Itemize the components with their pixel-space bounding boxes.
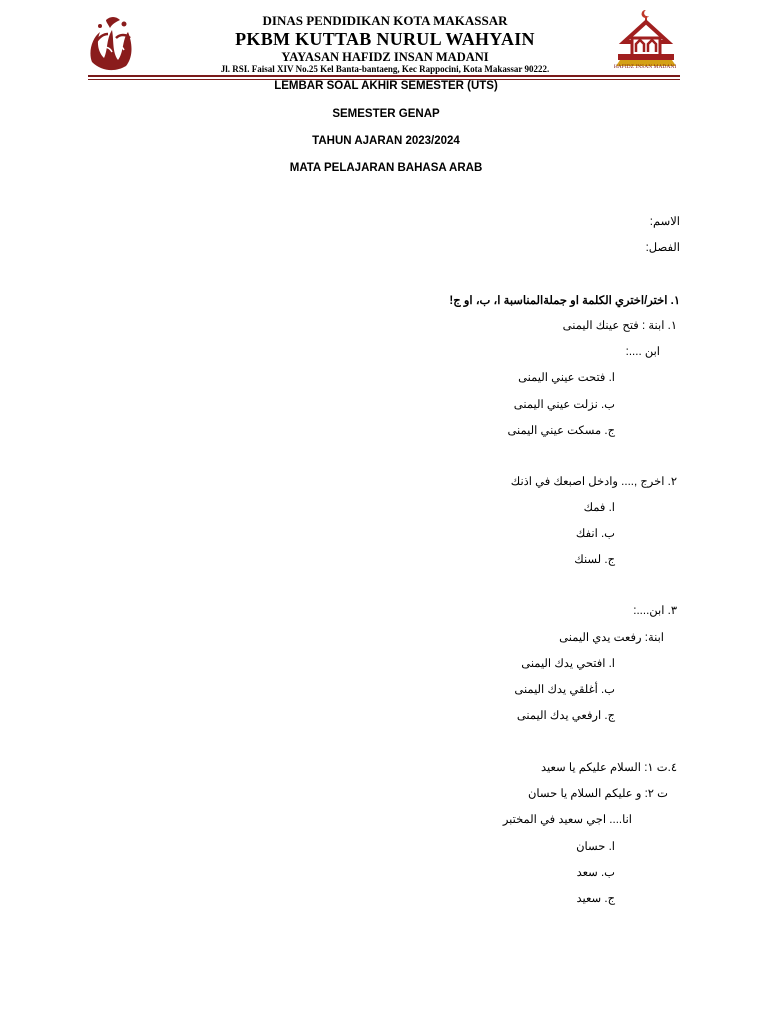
q1-line2: ابن ....: <box>625 346 660 358</box>
name-field-label: الاسم: <box>649 216 680 228</box>
header-divider-thick <box>88 75 680 77</box>
q4-option-a: ا. حسان <box>576 841 615 853</box>
q1-option-c: ج. مسكت عيني اليمنى <box>507 425 615 437</box>
q2-option-c: ج. لسنك <box>574 554 615 566</box>
q1-line1: ١. ابنة : فتح عينك اليمنى <box>562 320 677 332</box>
q3-line2: ابنة: رفعت يدي اليمنى <box>559 632 664 644</box>
q1-option-b: ب. نزلت عيني اليمنى <box>513 399 615 411</box>
q4-line3: انا.... اجي سعيد في المختبر <box>502 814 632 826</box>
header-school-name: PKBM KUTTAB NURUL WAHYAIN <box>235 29 535 49</box>
q2-option-a: ا. فمك <box>583 502 615 514</box>
q4-line1: ٤.ت ١: السلام عليكم يا سعيد <box>540 762 677 774</box>
q1-option-a: ا. فتحت عيني اليمنى <box>518 372 615 384</box>
header-address: Jl. RSI. Faisal XIV No.25 Kel Banta-bantaeng, Kec Rappocini, Kota Makassar 90222. <box>220 64 550 74</box>
logo-caption: HAFIDZ INSAN MADANI <box>613 64 677 70</box>
semester-title: SEMESTER GENAP <box>332 108 440 120</box>
q2-line1: ٢. اخرج ,.... وادخل اصبعك في اذنك <box>510 476 677 488</box>
q3-option-c: ج. ارفعي يدك اليمنى <box>516 710 615 722</box>
subject-title: MATA PELAJARAN BAHASA ARAB <box>289 162 483 174</box>
q4-option-b: ب. سعد <box>576 867 615 879</box>
q3-option-b: ب. أغلقي يدك اليمنى <box>514 684 615 696</box>
q3-line1: ٣. ابن....: <box>633 605 677 617</box>
instruction-text: ١. اختر/اختري الكلمة او جملةالمناسبة ا، ب، او ج! <box>449 295 680 307</box>
header-agency: DINAS PENDIDIKAN KOTA MAKASSAR <box>262 13 508 28</box>
header-foundation: YAYASAN HAFIDZ INSAN MADANI <box>281 50 489 64</box>
exam-title: LEMBAR SOAL AKHIR SEMESTER (UTS) <box>274 80 498 92</box>
q4-option-c: ج. سعيد <box>576 893 615 905</box>
q3-option-a: ا. افتحي يدك اليمنى <box>521 658 615 670</box>
q4-line2: ت ٢: و عليكم السلام يا حسان <box>527 788 668 800</box>
calligraphy-logo-icon <box>86 12 138 74</box>
q2-option-b: ب. انفك <box>575 528 615 540</box>
academic-year-title: TAHUN AJARAN 2023/2024 <box>312 135 460 147</box>
class-field-label: الفصل: <box>645 242 680 254</box>
